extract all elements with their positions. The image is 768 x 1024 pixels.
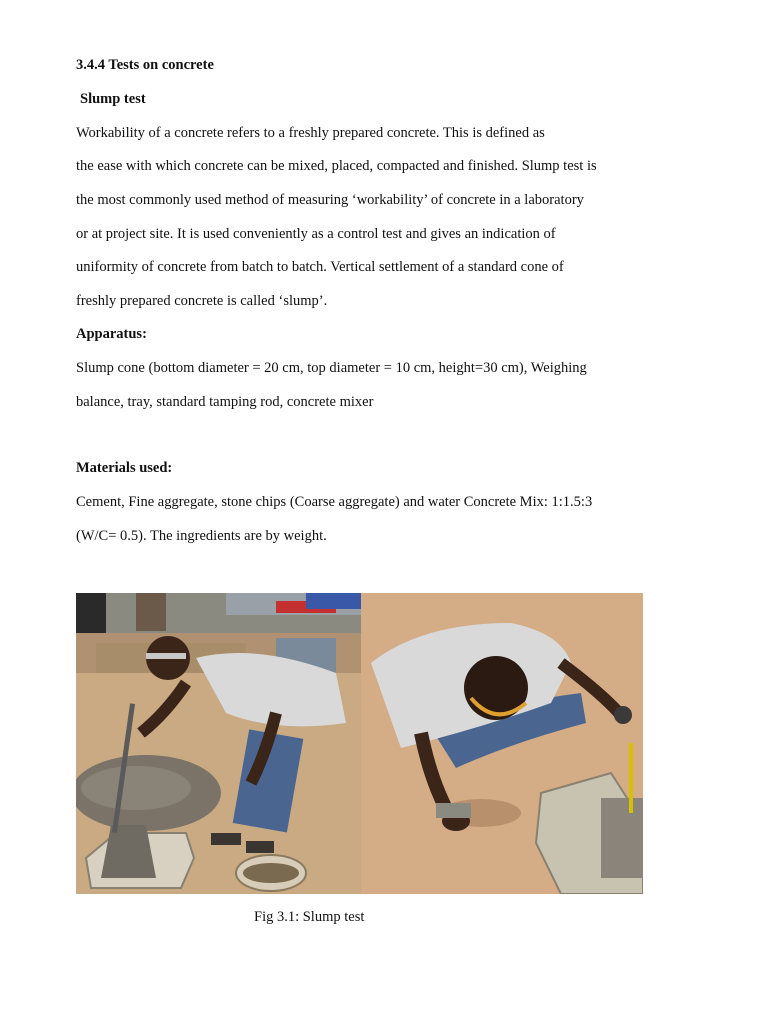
paragraph-line: freshly prepared concrete is called ‘slump’. <box>76 293 328 309</box>
figure-photos <box>76 593 643 894</box>
materials-line: Cement, Fine aggregate, stone chips (Coarse aggregate) and water Concrete Mix: 1:1.5:3 <box>76 494 593 510</box>
photo-tamping <box>76 593 361 894</box>
photo-leveling-illustration <box>361 593 643 894</box>
apparatus-line: balance, tray, standard tamping rod, concrete mixer <box>76 394 374 410</box>
paragraph-line: the ease with which concrete can be mixed, placed, compacted and finished. Slump test is <box>76 158 597 174</box>
paragraph-line: or at project site. It is used conveniently as a control test and gives an indication of <box>76 226 556 242</box>
apparatus-heading: Apparatus: <box>76 326 147 342</box>
paragraph-line: the most commonly used method of measuring ‘workability’ of concrete in a laboratory <box>76 192 584 208</box>
paragraph-line: uniformity of concrete from batch to batch. Vertical settlement of a standard cone of <box>76 259 564 275</box>
materials-heading: Materials used: <box>76 460 173 476</box>
subheading: Slump test <box>80 91 146 107</box>
apparatus-line: Slump cone (bottom diameter = 20 cm, top diameter = 10 cm, height=30 cm), Weighing <box>76 360 587 376</box>
photo-leveling <box>361 593 643 894</box>
paragraph-line: Workability of a concrete refers to a freshly prepared concrete. This is defined as <box>76 125 545 141</box>
materials-line: (W/C= 0.5). The ingredients are by weight. <box>76 528 327 544</box>
figure-caption: Fig 3.1: Slump test <box>254 909 365 925</box>
section-heading: 3.4.4 Tests on concrete <box>76 57 214 73</box>
photo-tamping-illustration <box>76 593 361 894</box>
